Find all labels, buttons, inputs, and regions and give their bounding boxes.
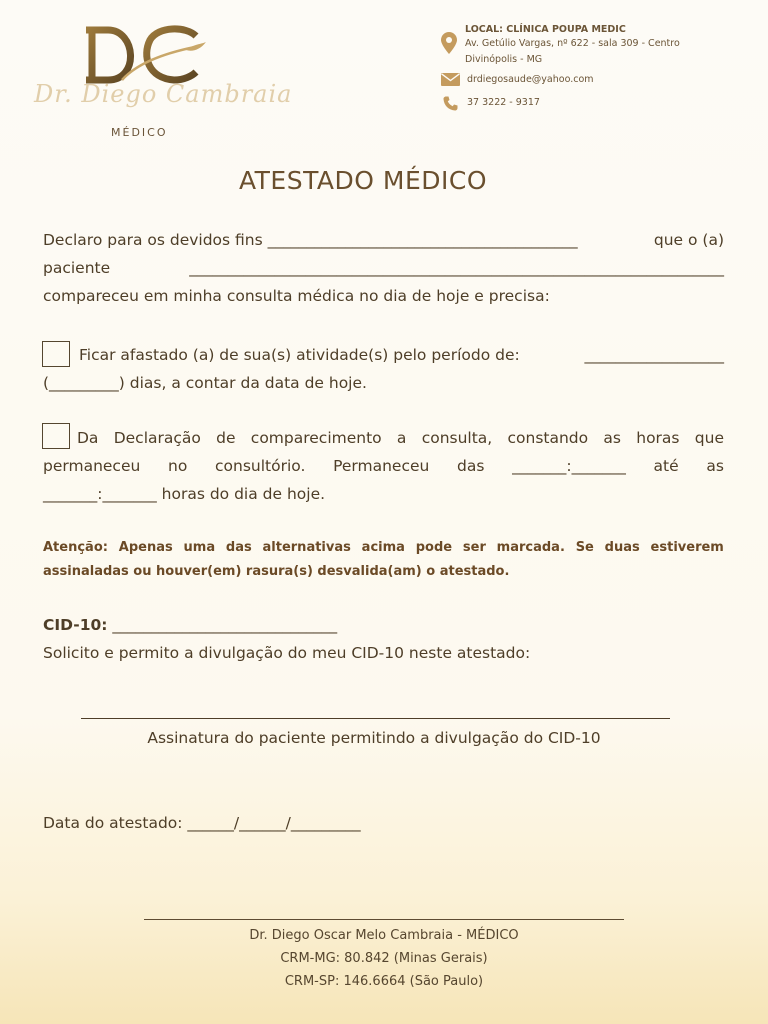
doctor-signature-line: [144, 919, 624, 920]
end-time-text[interactable]: _______:_______ horas do dia de hoje.: [43, 485, 326, 503]
declaration-attendance-text: compareceu em minha consulta médica no dia de hoje e precisa:: [43, 287, 550, 305]
attendance-option-line2: [43, 452, 724, 480]
word: até: [653, 457, 679, 475]
leave-days-text: (_________) dias, a contar da data de hoje.: [43, 374, 367, 392]
word: das: [225, 540, 252, 555]
word: permaneceu: [43, 457, 141, 475]
mail-icon: [441, 73, 460, 86]
cid-consent-text: Solicito e permito a divulgação do meu CID-10 neste atestado:: [43, 644, 531, 662]
attendance-option-paragraph: [43, 424, 724, 508]
doctor-crm-sp: CRM-SP: 146.6664 (São Paulo): [284, 974, 484, 989]
cid-label: CID-10:: [43, 616, 108, 634]
declaration-line3: [43, 282, 724, 310]
word: Permaneceu: [333, 457, 430, 475]
certificate-date-field[interactable]: Data do atestado: ______/______/_________: [43, 814, 361, 832]
patient-signature-caption: Assinatura do paciente permitindo a divulgação do CID-10: [147, 729, 601, 747]
word: horas: [636, 429, 680, 447]
phone-icon: [443, 96, 458, 111]
word: consultório.: [214, 457, 306, 475]
declaration-line1-end: que o (a): [653, 231, 724, 249]
word: marcada.: [496, 540, 565, 555]
cid-blank[interactable]: _____________________________: [107, 616, 338, 634]
word: consulta,: [421, 429, 493, 447]
word: Atenção:: [43, 540, 108, 555]
logo-monogram: [78, 22, 208, 88]
doctor-crm-mg: CRM-MG: 80.842 (Minas Gerais): [280, 951, 488, 966]
leave-option-paragraph: [43, 341, 724, 397]
word: ser: [462, 540, 486, 555]
word: acima: [361, 540, 405, 555]
email-address[interactable]: drdiegosaude@yahoo.com: [467, 74, 594, 85]
clinic-address-line2: Divinópolis - MG: [465, 54, 543, 65]
word: Declaração: [113, 429, 201, 447]
word: pode: [415, 540, 453, 555]
word: constando: [507, 429, 589, 447]
leave-option-line1: [43, 341, 724, 369]
word: a: [396, 429, 407, 447]
word: alternativas: [262, 540, 351, 555]
warning-note: [43, 536, 724, 584]
declaration-paragraph: [43, 226, 724, 310]
warning-line1: [43, 536, 724, 560]
warning-line2: [43, 560, 724, 584]
word: no: [168, 457, 188, 475]
document-title: ATESTADO MÉDICO: [238, 166, 488, 195]
warning-text: assinaladas ou houver(em) rasura(s) desvalida(am) o atestado.: [43, 564, 510, 579]
declaration-purpose-text: Declaro para os devidos fins ________________________________________: [43, 231, 578, 249]
doctor-name: Dr. Diego Oscar Melo Cambraia - MÉDICO: [249, 928, 519, 943]
word: das: [457, 457, 485, 475]
start-time-blank[interactable]: _______:_______: [512, 457, 626, 475]
logo-subtitle: MÉDICO: [111, 126, 168, 139]
word: as: [706, 457, 724, 475]
declaration-line2: [43, 254, 724, 282]
word: estiverem: [650, 540, 724, 555]
word: as: [603, 429, 621, 447]
clinic-location-title: LOCAL: CLÍNICA POUPA MEDIC: [465, 24, 626, 35]
patient-name-blank[interactable]: _____________________________________________________________________: [189, 259, 724, 277]
location-pin-icon: [441, 32, 457, 54]
word: Se: [575, 540, 594, 555]
leave-period-blank[interactable]: __________________: [584, 346, 724, 364]
word: Da: [77, 429, 99, 447]
phone-number[interactable]: 37 3222 - 9317: [467, 97, 540, 108]
word: comparecimento: [250, 429, 382, 447]
logo-signature-name: Dr. Diego Cambraia: [34, 80, 293, 108]
cid-field[interactable]: [43, 616, 337, 634]
attendance-option-line1: [43, 424, 724, 452]
leave-option-text: Ficar afastado (a) de sua(s) atividade(s) pelo período de:: [79, 346, 520, 364]
patient-signature-line[interactable]: [81, 718, 670, 719]
word: que: [694, 429, 724, 447]
patient-label: paciente: [43, 259, 111, 277]
declaration-line1: [43, 226, 724, 254]
word: duas: [604, 540, 640, 555]
attendance-option-line3: [43, 480, 724, 508]
word: de: [216, 429, 236, 447]
clinic-address-line1: Av. Getúlio Vargas, nº 622 - sala 309 - Centro: [465, 38, 680, 49]
leave-option-line2: [43, 369, 724, 397]
word: uma: [183, 540, 216, 555]
word: Apenas: [118, 540, 173, 555]
